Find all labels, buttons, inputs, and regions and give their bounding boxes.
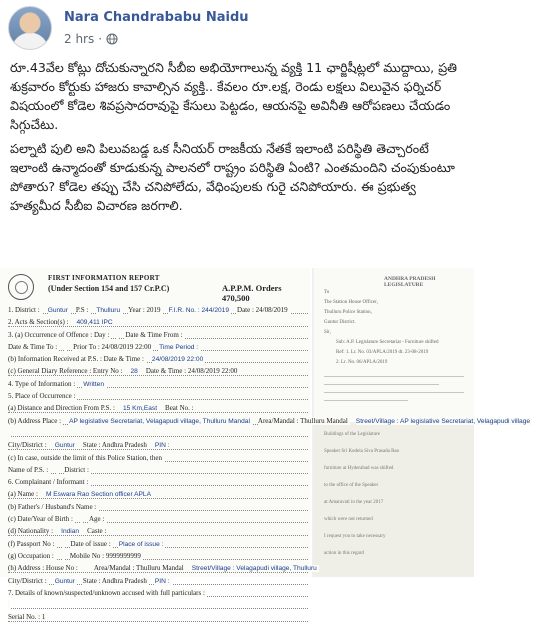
fir-field-label: (d) Nationality : [8, 527, 54, 536]
fir-form-no: A.P.P.M. Orders 470,500 [222, 283, 282, 303]
fir-field-label: Caste : [87, 527, 107, 536]
letter-body-line: which were not returned [324, 517, 373, 522]
letter-line: Sub: A.P. Legislature Secretariat - Furniture shifted [336, 340, 439, 345]
author-name[interactable]: Nara Chandrababu Naidu [64, 10, 249, 25]
fir-header [8, 274, 306, 302]
fir-field-label: (f) Passport No : [8, 539, 55, 548]
meta-separator: · [98, 32, 103, 46]
fir-field-row [8, 575, 308, 587]
fir-field-row [8, 341, 308, 353]
letter-image-top[interactable] [314, 268, 474, 422]
fir-field-label: (a) Distance and Direction From P.S. : [8, 404, 115, 413]
fir-field-row [8, 464, 308, 476]
post-header [8, 6, 468, 56]
fir-field-label: Area/Mandal : Thulluru Mandal [257, 416, 348, 425]
post-images[interactable] [0, 268, 531, 622]
post-text [10, 58, 466, 220]
fir-field-row [8, 501, 308, 513]
fir-field-row [8, 353, 308, 365]
fir-field-value: 15 Km,East [122, 405, 158, 413]
fir-field-label: (g) Occupation : [8, 551, 54, 560]
fir-field-label: (h) Address : House No : [8, 564, 78, 573]
fir-field-label: (c) General Diary Reference : Entry No : [8, 367, 123, 376]
fir-field-value [65, 344, 67, 351]
fir-field-value: F.I.R. No. : 244/2019 [168, 307, 230, 314]
fir-field-label: (b) Father's / Husband's Name : [8, 502, 97, 511]
fir-field-row [8, 488, 308, 500]
fir-field-value: PIN : [154, 442, 170, 450]
post-paragraph: రూ.43వేల కోట్లు దోచుకున్నారని సీబీఐ అభియోగాలున్న వ్యక్తి 11 ఛార్జిషీట్లలో ముద్దాయి, ప్రతి శుక్రవారం కోర్టుకు హాజరు కావాల్సిన వ్యక్తి.. కేవలం రూ.లక్ష, రెండు లక్షలు విలువైన ఫర్నిచర్ విషయంలో కోడెల శివప్రసాదరావుపై కేసులు పెట్టడం, ఆయనపై అవినీతి ఆరోపణలు చేయడం సిగ్గుచేటు. [10, 60, 457, 132]
fir-field-row [8, 316, 308, 328]
fir-field-label: Name of P.S. : [8, 465, 49, 474]
fir-field-value [86, 565, 88, 572]
fir-field-label: City/District : [8, 441, 47, 450]
fir-field-row [8, 452, 308, 464]
post-time[interactable]: 2 hrs [64, 32, 95, 46]
fir-field-label: (c) In case, outside the limit of this Police Station, then [8, 453, 162, 462]
fir-field-label: Date of issue : [70, 539, 111, 548]
fir-field-row [8, 390, 308, 402]
fir-field-label: 2. Acts & Section(s) : [8, 318, 69, 327]
fir-field-value: 409,411 IPC [76, 319, 113, 327]
fir-field-row [8, 562, 317, 574]
fir-field-label: (b) Address Place : [8, 416, 62, 425]
fir-field-row [8, 525, 308, 537]
fir-field-label: Prior To : 24/08/2019 22:00 [73, 342, 152, 351]
fir-field-label: (a) Name : [8, 490, 38, 499]
fir-field-label: 5. Place of Occurrence : [8, 392, 76, 401]
fir-field-row [8, 599, 308, 611]
fir-field-label: 6. Complainant / Informant : [8, 478, 89, 487]
fir-field-label: P.S : [75, 306, 89, 314]
fir-field-label: Mobile No : 9999999999 [69, 551, 141, 560]
globe-icon[interactable] [106, 33, 118, 45]
fir-field-label [8, 429, 10, 437]
fir-field-label: Year : 2019 [128, 306, 161, 314]
fir-field-value: Guntur [54, 577, 75, 585]
fir-field-label: 7. Details of known/suspected/unknown accused with full particulars : [8, 588, 205, 597]
fir-title: FIRST INFORMATION REPORT [48, 274, 160, 282]
post-paragraph: పల్నాటి పులి అని పిలువబడ్డ ఒక సీనియర్ రాజకీయ నేతకే ఇలాంటి పరిస్థితి తెచ్చారంటే ఇలాంటి ఉన్మాదంతో కూడుకున్న పాలనలో రాష్ట్రం పరిస్థితి ఏంటి? ఎంతమందిని చంపుకుంటూ పోతారు? కోడెల తప్పు చేసి చనిపోలేదు, వేధింపులకు గురై చనిపోయారు. ఈ ప్రభుత్వ హత్యమీద సీబీఐ విచారణ జరగాలి. [10, 141, 455, 213]
fir-field-label [8, 601, 10, 609]
fir-field-value: PIN : [154, 577, 170, 585]
fir-field-label: Area/Mandal : Thulluru Mandal [93, 564, 184, 573]
letter-body-line: at Amaravati in the year 2017 [324, 500, 384, 505]
police-seal-icon [8, 274, 34, 300]
fir-field-value: Place of issue : [118, 540, 164, 548]
letter-body-line: Buildings of the Legislature [324, 432, 380, 437]
fir-field-value: Indian [61, 528, 80, 536]
letter-line: 2. Lr. No. 06/APLA/2019 [336, 360, 388, 365]
letter-line: Thulluru Police Station, [324, 310, 372, 315]
fir-field-label: (b) Information Received at P.S. : Date & Time : [8, 355, 144, 364]
fir-field-label: Beat No. : [165, 404, 194, 413]
letter-body-line: action in this regard [324, 551, 364, 556]
fir-field-row [8, 439, 308, 451]
fir-field-row [8, 587, 308, 599]
fir-field-label: District : [64, 465, 89, 474]
avatar[interactable] [8, 6, 52, 50]
fir-field-value: Street/Village : AP legislative Secretariat, Velagapudi village [355, 417, 531, 425]
fir-field-row [8, 427, 308, 439]
post-meta [64, 32, 118, 46]
fir-field-value [56, 467, 58, 474]
fir-field-label: Age : [89, 515, 105, 524]
fir-field-label: State : Andhra Pradesh [82, 441, 147, 450]
fir-field-value: Guntur [54, 442, 75, 450]
letter-body-line: Speaker Sri Kodela Siva Prasada Rao [324, 449, 400, 454]
letter-line: Sir, [324, 330, 331, 335]
fir-field-label: State : Andhra Pradesh [82, 576, 147, 585]
fir-field-row [8, 378, 308, 390]
fir-field-label: Date & Time From : [125, 330, 183, 339]
fir-field-value: Street/Village : Velagapudi village, Thulluru [191, 565, 317, 573]
fir-field-row [8, 513, 308, 525]
fir-field-value: 28 [130, 368, 138, 376]
fir-field-label: 3. (a) Occurrence of Offence : Day : [8, 330, 110, 339]
fir-field-row [8, 402, 308, 414]
fir-field-value: Thulluru [96, 307, 121, 314]
letter-line: To [324, 290, 330, 295]
letter-line: The Station House Officer, [324, 300, 378, 305]
fir-field-row [8, 365, 308, 377]
fir-field-label: Serial No. : 1 [8, 613, 46, 622]
fir-field-value: Time Period : [159, 343, 199, 351]
fir-field-value [62, 553, 64, 560]
fir-subtitle: (Under Section 154 and 157 Cr.P.C) [48, 284, 170, 293]
fir-field-row [8, 611, 308, 623]
fir-field-value: Guntur [47, 307, 68, 314]
letter-line: Guntur District. [324, 320, 356, 325]
fir-field-label: 1. District : [8, 306, 40, 314]
fir-field-label: Date : 24/08/2019 [237, 306, 288, 314]
letter-heading: ANDHRA PRADESH LEGISLATURE [384, 276, 436, 288]
fir-field-value [81, 516, 83, 523]
fir-field-label: Date & Time To : [8, 342, 58, 351]
fir-field-label: 4. Type of Information : [8, 379, 76, 388]
fir-field-value: 24/08/2019 22:00 [151, 356, 204, 364]
letter-body-line: to the office of the Speaker [324, 483, 379, 488]
fir-field-row [8, 304, 308, 316]
fir-field-value: Written [83, 380, 104, 388]
fir-field-row [8, 550, 308, 562]
letter-body-line: I request you to take necessary [324, 534, 386, 539]
fir-field-label: City/District : [8, 576, 47, 585]
fir-field-row [8, 476, 308, 488]
fir-field-row [8, 415, 531, 427]
fir-field-label: Date & Time : 24/08/2019 22:00 [145, 367, 238, 376]
letter-image-bottom[interactable] [314, 424, 474, 577]
fir-field-row [8, 329, 308, 341]
letter-line: Ref: 1. Lr. No. 03/APLA/2019 dt. 23-08-2019 [336, 350, 429, 355]
fir-field-value: M Eswara Rao Section officer APLA [45, 491, 151, 499]
fir-field-value: AP legislative Secretariat, Velagapudi village, Thulluru Mandal [69, 417, 250, 425]
fir-field-label: (c) Date/Year of Birth : [8, 515, 73, 524]
fir-field-row [8, 538, 308, 550]
letter-body-line: furniture at Hyderabad was shifted [324, 466, 394, 471]
